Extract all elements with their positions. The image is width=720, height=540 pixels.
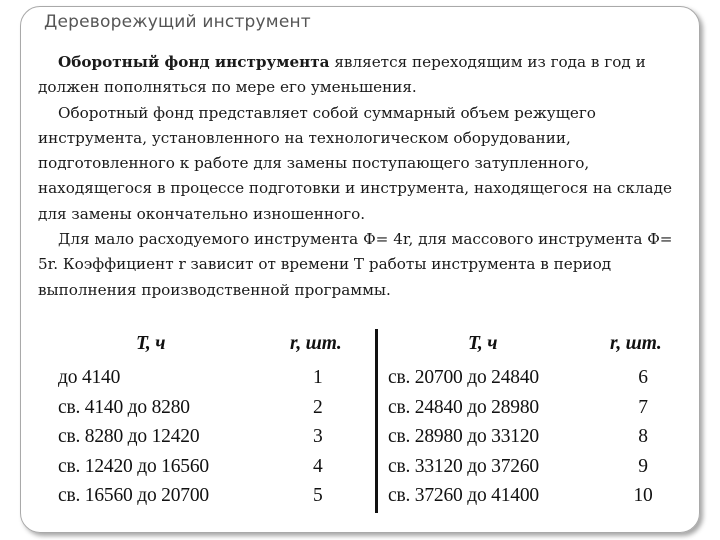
table-header-row — [388, 325, 673, 363]
header-r: r, шт. — [290, 333, 342, 354]
time-range: св. 24840 до 28980 — [388, 396, 539, 418]
table-row — [58, 452, 358, 482]
table-header-row — [58, 325, 358, 363]
paragraph-3: Для мало расходуемого инструмента Ф= 4r, для массового инструмента Ф= 5r. Коэффициент r зависит от времени Т работы инструмента в период выполнения производственной программы. — [38, 230, 673, 299]
r-value: 1 — [313, 367, 323, 388]
time-range: св. 16560 до 20700 — [58, 485, 209, 506]
time-range: до 4140 — [58, 367, 121, 388]
table-row — [388, 452, 673, 482]
table-row — [388, 481, 673, 511]
time-range: св. 37260 до 41400 — [388, 485, 539, 506]
r-value: 4 — [313, 455, 323, 477]
time-range: св. 28980 до 33120 — [388, 426, 539, 447]
table-row — [58, 422, 358, 452]
header-r: r, шт. — [610, 333, 662, 354]
term-bold: Оборотный фонд инструмента — [58, 53, 330, 71]
table-right-half — [388, 325, 673, 515]
r-value: 5 — [313, 485, 323, 506]
time-range: св. 4140 до 8280 — [58, 396, 190, 418]
paragraph-1 — [38, 50, 686, 101]
paragraph-1-text: является переходящим из года в год и должен пополняться по мере его уменьшения. — [38, 53, 646, 97]
table-row — [58, 363, 358, 393]
table-row — [388, 363, 673, 393]
time-range: св. 12420 до 16560 — [58, 455, 209, 477]
table-row — [388, 393, 673, 423]
header-time: T, ч — [136, 333, 166, 354]
r-value: 7 — [638, 396, 648, 418]
r-value: 3 — [313, 426, 323, 447]
r-value: 2 — [313, 396, 323, 418]
slide-title: Дереворежущий инструмент — [44, 12, 311, 32]
r-value: 9 — [638, 455, 648, 477]
time-range: св. 8280 до 12420 — [58, 426, 200, 447]
table-left-half — [58, 325, 358, 515]
coefficient-table — [48, 325, 678, 515]
r-value: 10 — [633, 485, 653, 506]
slide-body — [38, 50, 686, 303]
time-range: св. 20700 до 24840 — [388, 367, 539, 388]
r-value: 8 — [638, 426, 648, 447]
table-row — [58, 481, 358, 511]
table-row — [58, 393, 358, 423]
time-range: св. 33120 до 37260 — [388, 455, 539, 477]
header-time: T, ч — [468, 333, 498, 354]
paragraph-2: Оборотный фонд представляет собой суммарный объем режущего инструмента, установленного на технологическом оборудовании, подготовленного к работе для замены поступающего затупленного, находящегося в процессе подготовки и инструмента, находящегося на складе для замены окончательно изношенного. — [38, 103, 672, 223]
r-value: 6 — [638, 367, 648, 388]
table-divider — [375, 329, 378, 513]
table-row — [388, 422, 673, 452]
